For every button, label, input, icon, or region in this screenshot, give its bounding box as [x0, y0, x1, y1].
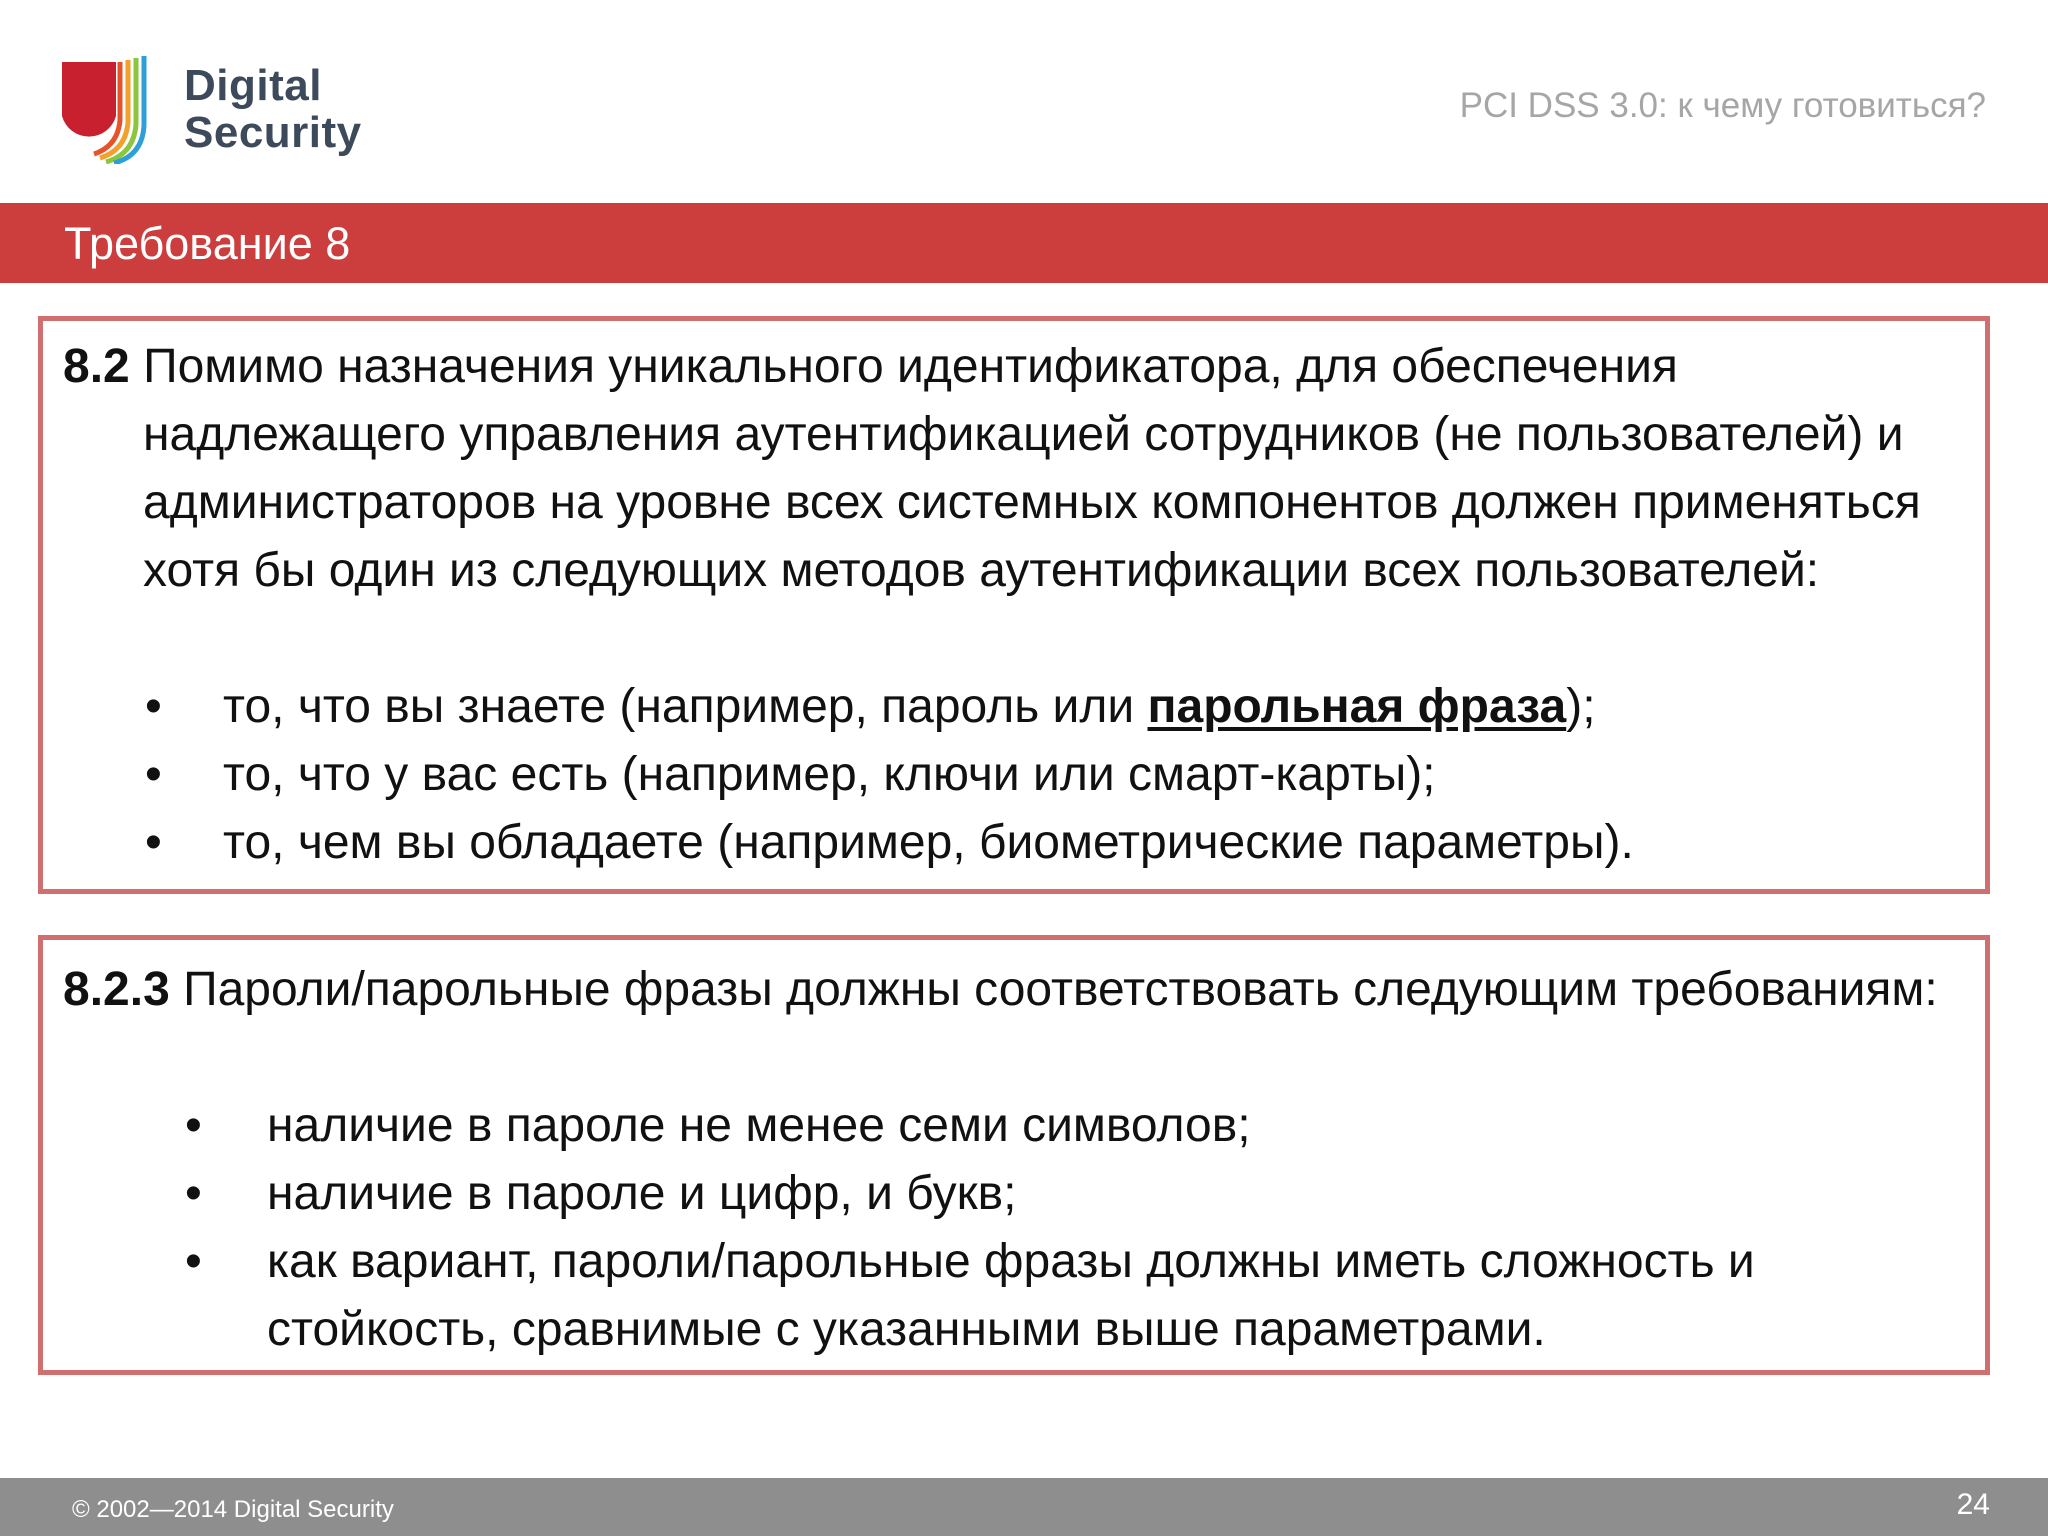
list-item: • наличие в пароле не менее семи символов; — [183, 1092, 1945, 1160]
presentation-title: PCI DSS 3.0: к чему готовиться? — [1459, 86, 1986, 125]
bullet-icon: • — [145, 680, 162, 733]
bullet-icon: • — [185, 1167, 202, 1220]
copyright-text: © 2002—2014 Digital Security — [72, 1496, 394, 1523]
logo-mark-icon — [58, 54, 168, 164]
slide-title-bar — [0, 203, 2048, 283]
requirement-8-2-text — [63, 333, 1965, 605]
page-number: 24 — [1956, 1488, 1990, 1521]
list-item: • то, что вы знаете (например, пароль или парольная фраза); — [143, 673, 1965, 741]
slide-title: Требование 8 — [64, 218, 351, 269]
auth-methods-list — [143, 673, 1965, 877]
bullet-icon: • — [145, 748, 162, 801]
password-requirements-list — [183, 1092, 1945, 1364]
bullet-icon: • — [185, 1235, 202, 1288]
logo-text-line2: Security — [184, 108, 362, 157]
bullet-icon: • — [185, 1099, 202, 1152]
requirement-description: Помимо назначения уникального идентификатора, для обеспечения надлежащего управления аутентификацией сотрудников (не пользователей) и администраторов на уровне всех системных компонентов должен применяться хотя бы один из следующих методов аутентификации всех пользователей: — [129, 340, 1921, 597]
logo-text — [184, 62, 362, 156]
bullet-icon: • — [145, 816, 162, 869]
list-item: • то, чем вы обладаете (например, биометрические параметры). — [143, 809, 1965, 877]
requirement-description: Пароли/парольные фразы должны соответствовать следующим требованиям: — [169, 963, 1938, 1016]
requirement-number: 8.2.3 — [63, 963, 170, 1016]
emphasized-term: парольная фраза — [1147, 680, 1567, 733]
requirement-8-2-3-text — [63, 956, 1965, 1024]
slide-footer — [0, 1478, 2048, 1536]
slide-header — [0, 0, 2048, 203]
list-item: • как вариант, пароли/парольные фразы должны иметь сложность и стойкость, сравнимые с указанными выше параметрами. — [183, 1228, 1945, 1364]
digital-security-logo — [58, 54, 362, 164]
list-item: • то, что у вас есть (например, ключи или смарт-карты); — [143, 741, 1965, 809]
requirement-8-2-3-box — [38, 935, 1990, 1375]
logo-text-line1: Digital — [184, 61, 322, 110]
requirement-8-2-box — [38, 316, 1990, 894]
list-item: • наличие в пароле и цифр, и букв; — [183, 1160, 1945, 1228]
requirement-number: 8.2 — [63, 340, 130, 393]
